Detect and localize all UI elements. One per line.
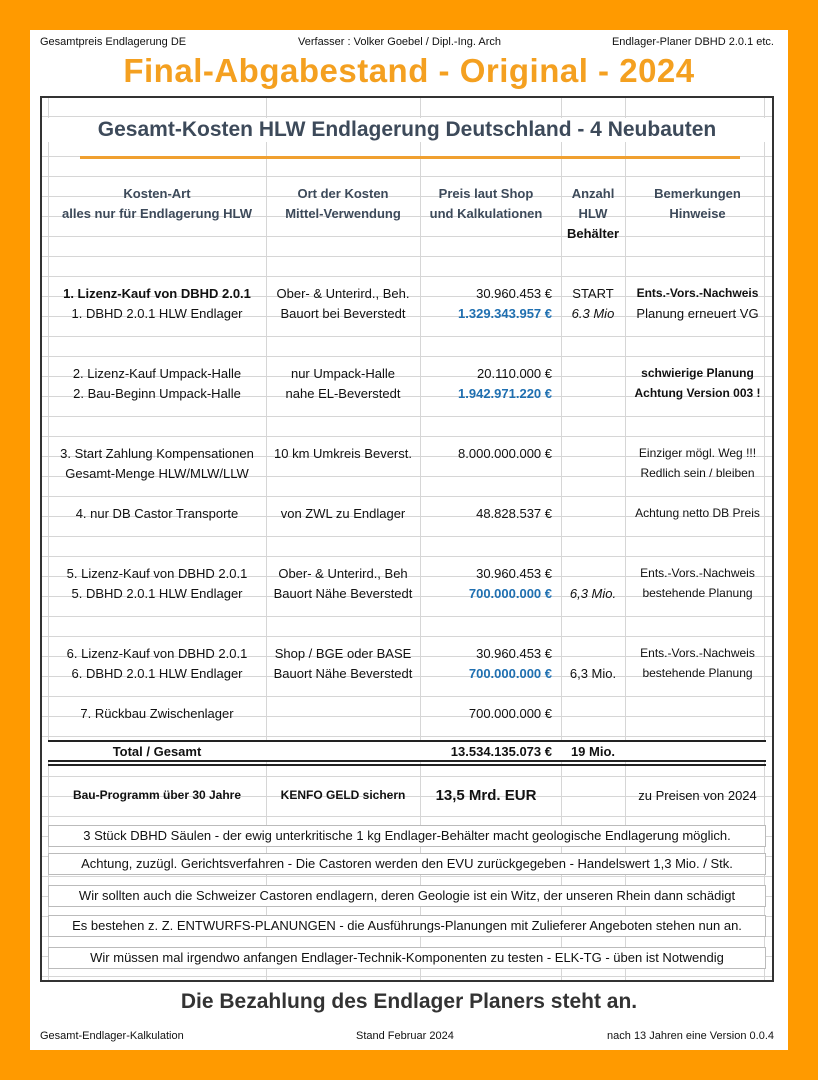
total-label: Total / Gesamt — [112, 744, 202, 759]
column-header: Anzahl — [571, 186, 615, 201]
column-header: Behälter — [566, 226, 620, 241]
table-row — [42, 664, 772, 683]
column-header: HLW — [578, 206, 608, 221]
program-bemerkung: zu Preisen von 2024 — [638, 788, 757, 803]
table-title: Gesamt-Kosten HLW Endlagerung Deutschland - 4 Neubauten — [42, 118, 772, 142]
cell-ort: Bauort Nähe Beverstedt — [273, 586, 413, 601]
program-ort: KENFO GELD sichern — [280, 788, 406, 802]
column-header: Kosten-Art — [123, 186, 191, 201]
column-header: Mittel-Verwendung — [285, 206, 401, 221]
table-row — [42, 444, 772, 463]
column-header: Ort der Kosten — [297, 186, 389, 201]
cell-preis: 700.000.000 € — [468, 666, 552, 681]
cell-ort: Bauort Nähe Beverstedt — [273, 666, 413, 681]
cell-preis — [420, 464, 552, 483]
column-header: Preis laut Shop — [438, 186, 534, 201]
cell-preis: 700.000.000 € — [468, 706, 552, 721]
cell-ort: Bauort bei Beverstedt — [280, 306, 406, 321]
cell-ort: Ober- & Unterird., Beh. — [276, 286, 410, 301]
cell-kosten-art: 6. DBHD 2.0.1 HLW Endlager — [71, 666, 243, 681]
footer-date: Stand Februar 2024 — [356, 1030, 454, 1042]
table-row — [42, 284, 772, 303]
cell-ort — [266, 464, 420, 483]
table-row — [42, 364, 772, 383]
column-header: alles nur für Endlagerung HLW — [62, 206, 252, 221]
cell-kosten-art: 7. Rückbau Zwischenlager — [80, 706, 234, 721]
cell-anzahl — [561, 444, 625, 463]
table-row — [42, 644, 772, 663]
cell-kosten-art: 5. DBHD 2.0.1 HLW Endlager — [71, 586, 243, 601]
cell-bemerkung: bestehende Planung — [642, 586, 753, 600]
cell-bemerkung: Ents.-Vors.-Nachweis — [640, 646, 755, 660]
cell-kosten-art: 2. Bau-Beginn Umpack-Halle — [73, 386, 241, 401]
program-label: Bau-Programm über 30 Jahre — [72, 788, 242, 802]
document-sheet — [30, 30, 788, 1050]
cell-anzahl: 6,3 Mio. — [569, 586, 617, 601]
cell-ort: 10 km Umkreis Beverst. — [274, 446, 412, 461]
cell-kosten-art: 6. Lizenz-Kauf von DBHD 2.0.1 — [66, 646, 248, 661]
cell-preis: 8.000.000.000 € — [458, 446, 552, 461]
table-row — [42, 704, 772, 723]
main-title: Final-Abgabestand - Original - 2024 — [123, 52, 695, 89]
cell-bemerkung: Achtung Version 003 ! — [634, 386, 761, 400]
cell-preis: 30.960.453 € — [476, 286, 552, 301]
cell-anzahl: 6,3 Mio. — [569, 666, 617, 681]
total-preis: 13.534.135.073 € — [450, 744, 552, 759]
table-row — [42, 584, 772, 603]
column-header: Bemerkungen — [654, 186, 741, 201]
cell-preis: 30.960.453 € — [476, 566, 552, 581]
column-header-row — [42, 204, 772, 223]
cell-bemerkung — [625, 704, 770, 723]
cell-preis: 30.960.453 € — [476, 646, 552, 661]
cell-kosten-art: 2. Lizenz-Kauf Umpack-Halle — [72, 366, 242, 381]
table-row — [42, 504, 772, 523]
cell-bemerkung: Einziger mögl. Weg !!! — [638, 446, 757, 460]
header-left: Gesamtpreis Endlagerung DE — [40, 36, 187, 48]
program-row — [42, 786, 772, 808]
column-header-row — [42, 184, 772, 203]
total-border-bottom — [48, 760, 766, 762]
table-row — [42, 304, 772, 323]
cell-kosten-art: 5. Lizenz-Kauf von DBHD 2.0.1 — [66, 566, 248, 581]
cell-kosten-art: Gesamt-Menge HLW/MLW/LLW — [65, 466, 249, 481]
cell-ort: Ober- & Unterird., Beh — [278, 566, 408, 581]
column-header: Hinweise — [669, 206, 726, 221]
total-border-bottom — [48, 764, 766, 766]
cell-preis: 48.828.537 € — [476, 506, 552, 521]
cell-ort: nur Umpack-Halle — [290, 366, 396, 381]
cost-table — [40, 96, 774, 982]
table-row — [42, 564, 772, 583]
cell-bemerkung: Planung erneuert VG — [636, 306, 759, 321]
note-line: Wir müssen mal irgendwo anfangen Endlager-Technik-Komponenten zu testen - ELK-TG - üben ist Notwendig — [48, 947, 766, 969]
title-underline — [80, 156, 740, 159]
cell-anzahl — [561, 464, 625, 483]
cell-preis: 1.942.971.220 € — [458, 386, 552, 401]
table-row — [42, 464, 772, 483]
cell-kosten-art: 1. DBHD 2.0.1 HLW Endlager — [71, 306, 243, 321]
cell-preis: 1.329.343.957 € — [458, 306, 552, 321]
cell-kosten-art: 3. Start Zahlung Kompensationen — [60, 446, 254, 461]
note-line: Wir sollten auch die Schweizer Castoren endlagern, deren Geologie ist ein Witz, der unseren Rhein dann schädigt — [48, 885, 766, 907]
cell-anzahl — [561, 704, 625, 723]
note-line: Es bestehen z. Z. ENTWURFS-PLANUNGEN - die Ausführungs-Planungen mit Zulieferer Angeboten stehen nun an. — [48, 915, 766, 937]
cell-anzahl: START — [572, 286, 614, 301]
footer-version: nach 13 Jahren eine Version 0.0.4 — [607, 1030, 774, 1042]
cell-anzahl — [561, 384, 625, 403]
cell-anzahl — [561, 504, 625, 523]
cell-bemerkung: Redlich sein / bleiben — [640, 466, 755, 480]
cell-anzahl — [561, 364, 625, 383]
note-line: Achtung, zuzügl. Gerichtsverfahren - Die Castoren werden den EVU zurückgegeben - Handelswert 1,3 Mio. / Stk. — [48, 853, 766, 875]
total-row — [42, 742, 772, 761]
cell-kosten-art: 1. Lizenz-Kauf von DBHD 2.0.1 — [63, 286, 251, 301]
cell-preis: 700.000.000 € — [468, 586, 552, 601]
payment-slogan: Die Bezahlung des Endlager Planers steht an. — [180, 990, 638, 1013]
cell-anzahl — [561, 564, 625, 583]
cell-bemerkung: schwierige Planung — [641, 366, 754, 380]
footer-left: Gesamt-Endlager-Kalkulation — [40, 1030, 184, 1042]
cell-preis: 20.110.000 € — [477, 366, 552, 381]
cell-kosten-art: 4. nur DB Castor Transporte — [75, 506, 239, 521]
header-right: Endlager-Planer DBHD 2.0.1 etc. — [611, 36, 774, 48]
column-header-row — [42, 224, 772, 243]
cell-bemerkung: Achtung netto DB Preis — [635, 506, 760, 520]
column-header: und Kalkulationen — [429, 206, 543, 221]
cell-bemerkung: Ents.-Vors.-Nachweis — [640, 566, 755, 580]
header-author: Verfasser : Volker Goebel / Dipl.-Ing. Arch — [298, 36, 501, 48]
cell-ort: von ZWL zu Endlager — [280, 506, 406, 521]
cell-anzahl: 6.3 Mio — [571, 306, 615, 321]
program-preis: 13,5 Mrd. EUR — [435, 787, 537, 804]
cell-ort: nahe EL-Beverstedt — [285, 386, 401, 401]
cell-anzahl — [561, 644, 625, 663]
total-anzahl: 19 Mio. — [570, 744, 616, 759]
cell-bemerkung: Ents.-Vors.-Nachweis — [636, 286, 759, 300]
note-line: 3 Stück DBHD Säulen - der ewig unterkritische 1 kg Endlager-Behälter macht geologische Endlagerung möglich. — [48, 825, 766, 847]
cell-ort — [266, 704, 420, 723]
cell-ort: Shop / BGE oder BASE — [274, 646, 412, 661]
cell-bemerkung: bestehende Planung — [642, 666, 753, 680]
table-row — [42, 384, 772, 403]
